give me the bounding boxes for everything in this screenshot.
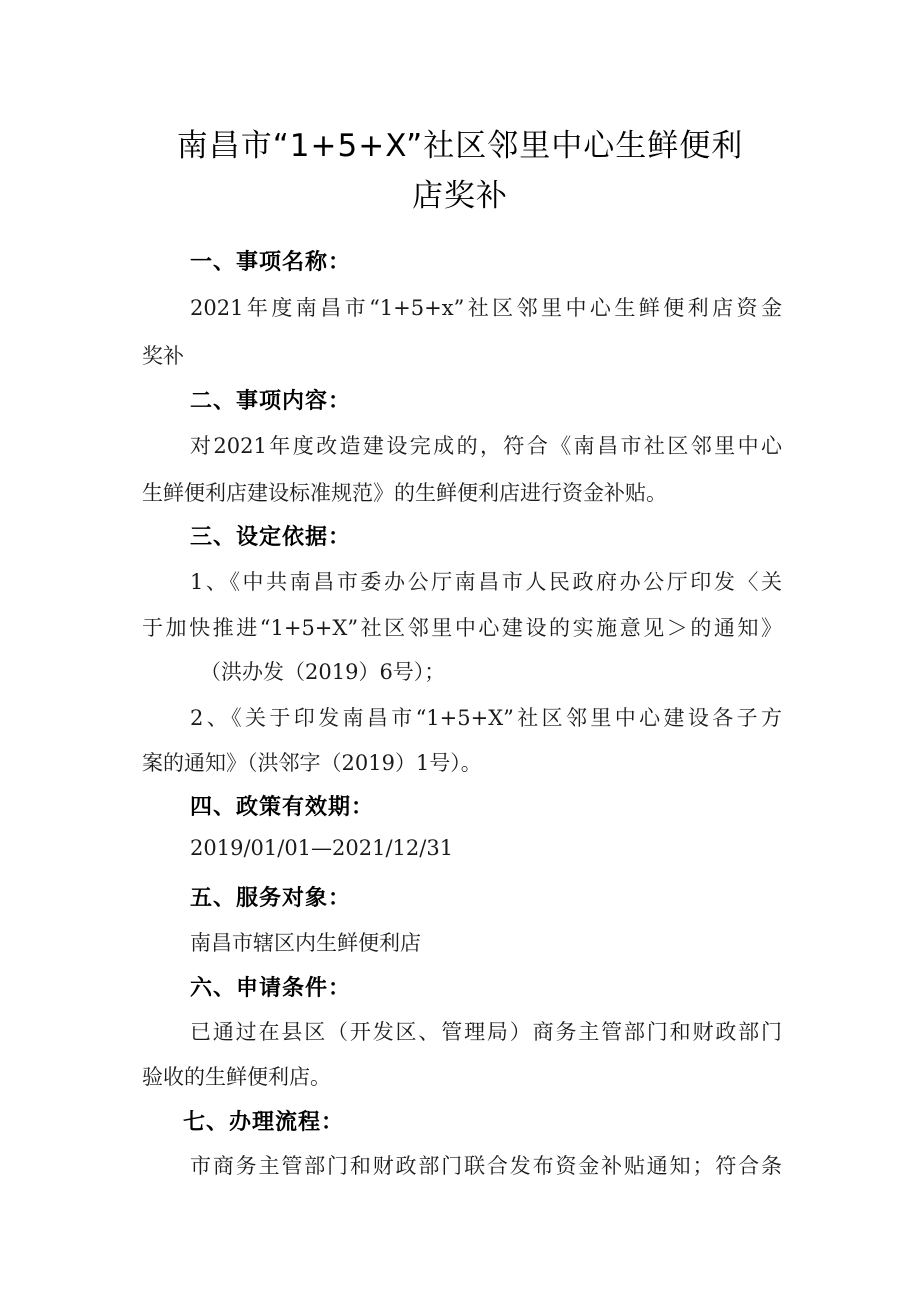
body-line: 1、《中共南昌市委办公厅南昌市人民政府办公厅印发〈关 [190, 570, 782, 594]
section-heading-basis: 三、设定依据： [190, 525, 352, 550]
document-title-line-2: 店奖补 [412, 178, 508, 214]
section-heading-item-name: 一、事项名称： [190, 250, 352, 275]
section-heading-conditions: 六、申请条件： [190, 976, 352, 1001]
body-line: 验收的生鲜便利店。 [142, 1065, 331, 1089]
body-line: 2019/01/01—2021/12/31 [190, 836, 454, 860]
body-line: 2、《关于印发南昌市“1+5+X”社区邻里中心建设各子方 [190, 706, 782, 730]
body-line: （洪办发（2019）6号）； [200, 660, 446, 684]
body-line: 2021年度南昌市“1+5+x”社区邻里中心生鲜便利店资金 [190, 296, 782, 320]
body-line: 对2021年度改造建设完成的，符合《南昌市社区邻里中心 [190, 434, 782, 458]
section-heading-validity: 四、政策有效期： [190, 795, 375, 820]
body-line: 南昌市辖区内生鲜便利店 [190, 931, 421, 955]
body-line: 案的通知》（洪邻字（2019）1号）。 [142, 751, 482, 775]
body-line: 市商务主管部门和财政部门联合发布资金补贴通知；符合条 [190, 1154, 782, 1178]
section-heading-target: 五、服务对象： [190, 886, 352, 911]
body-line: 生鲜便利店建设标准规范》的生鲜便利店进行资金补贴。 [142, 481, 667, 505]
body-line: 已通过在县区（开发区、管理局）商务主管部门和财政部门 [190, 1020, 782, 1044]
body-line: 奖补 [142, 344, 184, 368]
section-heading-item-content: 二、事项内容： [190, 389, 352, 414]
document-title-line-1: 南昌市“1+5+X”社区邻里中心生鲜便利 [176, 128, 744, 164]
section-heading-process: 七、办理流程： [183, 1110, 345, 1135]
body-line: 于加快推进“1+5+X”社区邻里中心建设的实施意见＞的通知》 [142, 616, 782, 640]
